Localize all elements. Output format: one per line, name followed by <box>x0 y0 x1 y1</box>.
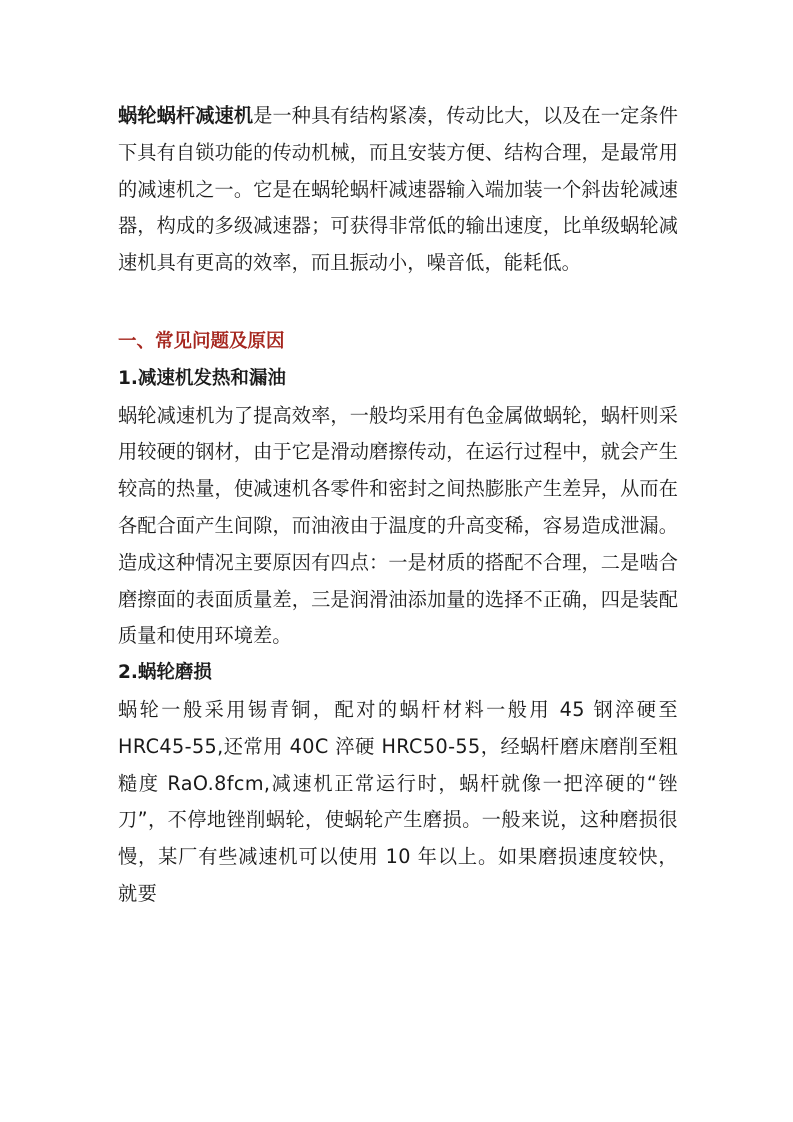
intro-paragraph <box>118 98 678 282</box>
paragraph-wear: 蜗轮一般采用锡青铜，配对的蜗杆材料一般用 45 钢淬硬至 HRC45-55,还常用 40C 淬硬 HRC50-55，经蜗杆磨床磨削至粗糙度 RaO.8fcm,减速机正常运行时，蜗杆就像一把淬硬的“锉刀”，不停地锉削蜗轮，使蜗轮产生磨损。一般来说，这种磨损很慢，某厂有些减速机可以使用 10 年以上。如果磨损速度较快，就要 <box>118 697 678 905</box>
intro-bold-term: 蜗轮蜗杆减速机 <box>118 104 254 127</box>
intro-text: 是一种具有结构紧凑，传动比大，以及在一定条件下具有自锁功能的传动机械，而且安装方便、结构合理，是最常用的减速机之一。它是在蜗轮蜗杆减速器输入端加装一个斜齿轮减速器，构成的多级减速器；可获得非常低的输出速度，比单级蜗轮减速机具有更高的效率，而且振动小，噪音低，能耗低。 <box>118 104 679 275</box>
section-title: 一、常见问题及原因 <box>118 330 285 352</box>
subsection-title-heat-leak: 1.减速机发热和漏油 <box>118 367 286 389</box>
document-page <box>118 98 678 913</box>
subsection-title-wear: 2.蜗轮磨损 <box>118 662 212 684</box>
paragraph-heat-leak: 蜗轮减速机为了提高效率，一般均采用有色金属做蜗轮，蜗杆则采用较硬的钢材，由于它是滑动磨擦传动，在运行过程中，就会产生较高的热量，使减速机各零件和密封之间热膨胀产生差异，从而在各配合面产生间隙，而油液由于温度的升高变稀，容易造成泄漏。造成这种情况主要原因有四点：一是材质的搭配不合理，二是啮合磨擦面的表面质量差，三是润滑油添加量的选择不正确，四是装配质量和使用环境差。 <box>118 403 678 648</box>
